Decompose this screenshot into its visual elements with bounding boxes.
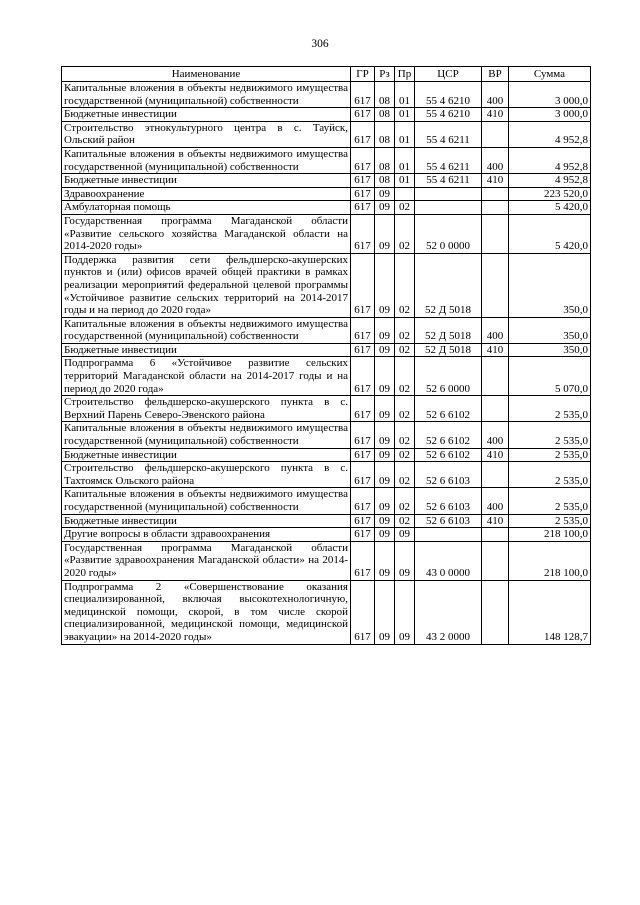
cell-sum: 5 420,0 [509,201,591,215]
table-row [62,343,591,357]
header-pr: Пр [395,67,415,82]
cell-name: Бюджетные инвестиции [62,514,351,528]
cell-csr: 52 0 0000 [415,214,482,253]
cell-pr: 02 [395,448,415,462]
cell-sum: 5 420,0 [509,214,591,253]
cell-rz: 09 [375,343,395,357]
cell-vr: 410 [482,343,509,357]
cell-gr: 617 [351,396,375,422]
table-row [62,541,591,580]
cell-csr [415,528,482,542]
table-row [62,187,591,201]
cell-gr: 617 [351,82,375,108]
cell-gr: 617 [351,448,375,462]
table-row [62,357,591,396]
cell-rz: 09 [375,396,395,422]
cell-vr: 400 [482,488,509,514]
cell-name: Бюджетные инвестиции [62,108,351,122]
table-row [62,174,591,188]
cell-gr: 617 [351,462,375,488]
cell-csr: 52 Д 5018 [415,343,482,357]
cell-sum: 218 100,0 [509,541,591,580]
cell-name: Государственная программа Магаданской области «Развитие сельского хозяйства Магаданской области на 2014-2020 годы» [62,214,351,253]
cell-pr: 02 [395,214,415,253]
table-row [62,396,591,422]
cell-rz: 09 [375,422,395,448]
cell-sum: 350,0 [509,253,591,317]
cell-pr: 09 [395,528,415,542]
header-gr: ГР [351,67,375,82]
cell-name: Бюджетные инвестиции [62,174,351,188]
cell-name: Бюджетные инвестиции [62,343,351,357]
cell-gr: 617 [351,514,375,528]
cell-sum: 3 000,0 [509,108,591,122]
cell-name: Подпрограмма 2 «Совершенствование оказания специализированной, включая высокотехнологичную, медицинской помощи, скорой, в том числе скорой специализированной, медицинской помощи, медицинской эвакуации» на 2014-2020 годы» [62,580,351,644]
cell-vr: 400 [482,147,509,173]
cell-sum: 148 128,7 [509,580,591,644]
cell-csr: 55 4 6211 [415,121,482,147]
cell-csr: 52 6 6103 [415,462,482,488]
cell-rz: 09 [375,488,395,514]
cell-vr [482,187,509,201]
cell-csr: 55 4 6211 [415,174,482,188]
cell-rz: 09 [375,187,395,201]
cell-gr: 617 [351,343,375,357]
cell-vr: 400 [482,422,509,448]
table-row [62,580,591,644]
table-row [62,317,591,343]
cell-name: Капитальные вложения в объекты недвижимого имущества государственной (муниципальной) собственности [62,147,351,173]
cell-pr: 02 [395,253,415,317]
cell-sum: 5 070,0 [509,357,591,396]
cell-gr: 617 [351,121,375,147]
budget-table [61,66,591,645]
cell-vr [482,528,509,542]
cell-pr: 09 [395,580,415,644]
cell-gr: 617 [351,174,375,188]
header-rz: Рз [375,67,395,82]
cell-gr: 617 [351,108,375,122]
header-name: Наименование [62,67,351,82]
cell-pr: 01 [395,108,415,122]
cell-csr: 55 4 6210 [415,82,482,108]
cell-gr: 617 [351,187,375,201]
cell-vr: 410 [482,174,509,188]
cell-csr: 43 0 0000 [415,541,482,580]
cell-gr: 617 [351,528,375,542]
cell-pr: 02 [395,488,415,514]
header-sum: Сумма [509,67,591,82]
cell-gr: 617 [351,253,375,317]
cell-csr: 55 4 6210 [415,108,482,122]
cell-vr: 410 [482,448,509,462]
cell-rz: 09 [375,357,395,396]
cell-pr: 02 [395,396,415,422]
cell-csr: 52 6 6102 [415,396,482,422]
cell-gr: 617 [351,580,375,644]
cell-pr: 02 [395,422,415,448]
cell-rz: 08 [375,108,395,122]
cell-sum: 350,0 [509,343,591,357]
cell-pr: 02 [395,317,415,343]
cell-rz: 08 [375,147,395,173]
cell-rz: 09 [375,214,395,253]
cell-sum: 218 100,0 [509,528,591,542]
cell-name: Капитальные вложения в объекты недвижимого имущества государственной (муниципальной) собственности [62,488,351,514]
cell-name: Капитальные вложения в объекты недвижимого имущества государственной (муниципальной) собственности [62,82,351,108]
cell-name: Капитальные вложения в объекты недвижимого имущества государственной (муниципальной) собственности [62,317,351,343]
cell-sum: 4 952,8 [509,121,591,147]
cell-gr: 617 [351,147,375,173]
cell-pr: 02 [395,343,415,357]
cell-vr [482,357,509,396]
cell-gr: 617 [351,201,375,215]
cell-name: Строительство этнокультурного центра в с. Тауйск, Ольский район [62,121,351,147]
cell-name: Капитальные вложения в объекты недвижимого имущества государственной (муниципальной) собственности [62,422,351,448]
cell-vr [482,580,509,644]
cell-vr [482,396,509,422]
cell-pr: 02 [395,201,415,215]
cell-name: Поддержка развития сети фельдшерско-акушерских пунктов и (или) офисов врачей общей практики в рамках реализации мероприятий федеральной целевой программы «Устойчивое развитие сельских территорий на 2014-2017 годы и на период до 2020 года» [62,253,351,317]
table-header-row [62,67,591,82]
cell-rz: 09 [375,201,395,215]
cell-pr: 01 [395,82,415,108]
table-row [62,528,591,542]
cell-csr: 52 Д 5018 [415,253,482,317]
cell-name: Амбулаторная помощь [62,201,351,215]
cell-vr: 400 [482,82,509,108]
table-row [62,121,591,147]
cell-csr [415,187,482,201]
cell-sum: 2 535,0 [509,396,591,422]
cell-csr: 55 4 6211 [415,147,482,173]
header-csr: ЦСР [415,67,482,82]
cell-rz: 09 [375,580,395,644]
cell-vr [482,253,509,317]
cell-sum: 350,0 [509,317,591,343]
cell-csr: 52 Д 5018 [415,317,482,343]
cell-pr: 01 [395,147,415,173]
cell-name: Здравоохранение [62,187,351,201]
cell-vr [482,214,509,253]
cell-rz: 09 [375,317,395,343]
cell-pr: 02 [395,514,415,528]
cell-name: Строительство фельдшерско-акушерского пункта в с. Верхний Парень Северо-Эвенского района [62,396,351,422]
cell-rz: 09 [375,448,395,462]
table-row [62,108,591,122]
cell-rz: 09 [375,528,395,542]
cell-pr: 01 [395,121,415,147]
cell-rz: 09 [375,514,395,528]
cell-rz: 09 [375,253,395,317]
cell-pr: 01 [395,174,415,188]
cell-name: Другие вопросы в области здравоохранения [62,528,351,542]
cell-name: Подпрограмма 6 «Устойчивое развитие сельских территорий Магаданской области на 2014-2017 годы и на период до 2020 года» [62,357,351,396]
table-row [62,214,591,253]
cell-name: Бюджетные инвестиции [62,448,351,462]
cell-gr: 617 [351,422,375,448]
cell-rz: 09 [375,541,395,580]
cell-csr: 52 6 6102 [415,422,482,448]
table-row [62,253,591,317]
cell-pr: 02 [395,357,415,396]
cell-vr [482,201,509,215]
cell-sum: 2 535,0 [509,462,591,488]
table-row [62,422,591,448]
page-number: 306 [311,38,329,50]
cell-name: Строительство фельдшерско-акушерского пункта в с. Тахтоямск Ольского района [62,462,351,488]
cell-sum: 2 535,0 [509,448,591,462]
cell-rz: 08 [375,121,395,147]
cell-vr [482,541,509,580]
table-row [62,488,591,514]
cell-rz: 08 [375,82,395,108]
cell-gr: 617 [351,317,375,343]
cell-sum: 2 535,0 [509,514,591,528]
cell-sum: 223 520,0 [509,187,591,201]
cell-name: Государственная программа Магаданской области «Развитие здравоохранения Магаданской области» на 2014-2020 годы» [62,541,351,580]
table-row [62,82,591,108]
cell-vr: 410 [482,108,509,122]
cell-gr: 617 [351,541,375,580]
table-row [62,514,591,528]
cell-vr: 410 [482,514,509,528]
cell-rz: 09 [375,462,395,488]
table-row [62,462,591,488]
cell-pr: 02 [395,462,415,488]
cell-sum: 2 535,0 [509,422,591,448]
cell-pr: 09 [395,541,415,580]
cell-csr: 52 6 6103 [415,488,482,514]
cell-pr [395,187,415,201]
cell-gr: 617 [351,214,375,253]
cell-csr [415,201,482,215]
cell-csr: 52 6 6103 [415,514,482,528]
cell-rz: 08 [375,174,395,188]
cell-sum: 4 952,8 [509,147,591,173]
cell-csr: 52 6 6102 [415,448,482,462]
cell-sum: 2 535,0 [509,488,591,514]
cell-vr [482,121,509,147]
cell-gr: 617 [351,488,375,514]
cell-vr [482,462,509,488]
cell-vr: 400 [482,317,509,343]
table-row [62,448,591,462]
cell-csr: 52 6 0000 [415,357,482,396]
cell-csr: 43 2 0000 [415,580,482,644]
cell-sum: 3 000,0 [509,82,591,108]
header-vr: ВР [482,67,509,82]
table-row [62,201,591,215]
cell-gr: 617 [351,357,375,396]
table-row [62,147,591,173]
cell-sum: 4 952,8 [509,174,591,188]
